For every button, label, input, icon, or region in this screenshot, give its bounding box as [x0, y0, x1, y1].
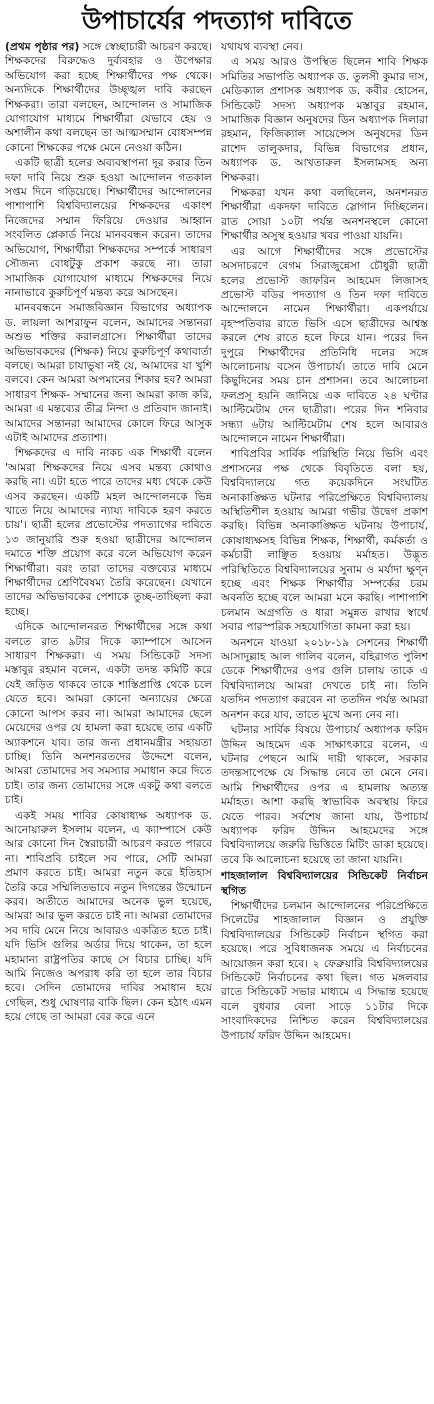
paragraph: [5, 301, 212, 445]
continuation-label: (প্রথম পৃষ্ঠার পর): [5, 40, 80, 53]
paragraph: [5, 40, 212, 155]
paragraph-text: মানববন্ধনে সমাজবিজ্ঞান বিভাগের অধ্যাপক ড. লায়লা আশরাফুন বলেন, আমাদের সন্তানরা অশুভ শক্তির করালগ্রাসে। শিক্ষার্থীরা তাদের অভিভাবকদের (শিক্ষক) নিয়ে কুরুচিপূর্ণ কথাবার্তা বলছে। আমরা চাযাভুষা নই যে, আমাদের যা খুশি বলবে। কেন আমরা অপমানের শিকার হব? আমরা সাধারণ শিক্ষক- সম্মানের জন্য আমরা কাজ করি, আমরা এ মন্তব্যের তীব্র নিন্দা ও প্রতিবাদ জানাই। আমাদের সন্তানরা আমাদের কোলে ফিরে আসুক এটাই আমাদের প্রত্যাশা।: [5, 301, 212, 444]
paragraph-text: এদিকে আন্দোলনরত শিক্ষার্থীদের সঙ্গে কথা বলতে রাত ৯টার দিকে ক্যাম্পাসে আসেন সাধারণ শিক্ষকরা। এ সময় সিন্ডিকেট সদস্য মস্তাবুর রহমান বলেন, একটা তদন্ত কমিটি করে যেই জড়িত থাকবে তাকে শাস্তিপ্রাপ্তি থেকে চলে যেতে হবে। আমরা কোনো অন্যায়ের ক্ষেত্রে কোনো আপস করব না। আমরা আমাদের ছেলে মেয়েদের ওপর যে হামলা করা হয়েছে তার একটি অ্যাকশনে যাব। তার জন্য প্রধানমন্ত্রীর সহায়তা চাচ্ছি। তিনি অনশনরতদের উদ্দেশে বলেন, আমরা তোমাদের সব সমস্যার সমাধান করে দিতে চাই। তার জন্য তোমাদের সঙ্গে একটু কথা বলতে চাই।: [5, 620, 212, 807]
paragraph: [221, 186, 428, 244]
left-column: [5, 40, 212, 1402]
paragraph: [221, 40, 428, 54]
paragraph-text: শিক্ষকরা যখন কথা বলছিলেন, অনশনরত শিক্ষার্থীরা একদফা দাবিতে স্লোগান দিচ্ছিলেন। রাত সোয়া ১০টা পর্যন্ত অনশনস্থলে কোনো শিক্ষার্থীর অসুস্থ হওয়ার খবর পাওয়া যায়নি।: [221, 186, 428, 243]
paragraph-text: একই সময় শাবির কোষাধ্যক্ষ অধ্যাপক ড. আনোয়ারুল ইসলাম বলেন, এ ক্যাম্পাসে কেউ আর কোনো দিন স্বৈরাচারী আচরণ করতে পারবে না। শাবিপ্রবি চাইলে সব পারে, সেটি আমরা প্রমাণ করতে চাই। আমরা নতুন করে ইতিহাস তৈরি করে সম্মিলিতভাবে নতুন দিগন্তের উন্মোচন করব। অতীতে আমাদের অনেক ভুল হয়েছে, আমরা আর ভুল করতে চাই না। আমরা তোমাদের সব দাবি মেনে নিয়ে আবারও একত্রিত হতে চাই। যদি ভিসি গুলির অর্ডার দিয়ে থাকেন, তা হলে মহামান্য রাষ্ট্রপতির কাছে সে বিচার চাচ্ছি। যদি আমি নিজেও অপরাধ করি তা হলে তার বিচার হবে। সেদিন তোমাদের দাবির সমাধান হয়ে গেছিল, শুধু ঘোষণার বাকি ছিল। কেন হঠাৎ এমন হয়ে গেছে তা আমরা বের করে এনে: [5, 808, 212, 1024]
paragraph-text: সঙ্গে স্বেচ্ছাচারী আচরণ করছে। শিক্ষকদের বিরুদ্ধেও দুর্ব্যবহার ও উপেক্ষার অভিযোগ করা হচ্ছে শিক্ষার্থীদের পক্ষ থেকে। অন্যদিকে শিক্ষার্থীদের উচ্ছৃঙ্খল দাবি করছেন শিক্ষকরা। তারা বলছেন, আন্দোলন ও সামাজিক যোগাযোগ মাধ্যমে শিক্ষার্থীরা যেভাবে হেয় ও অশালীন কথা বলছেন তা আত্মসম্মান বোধসম্পন্ন কোনো শিক্ষকের পক্ষে মেনে নেওয়া কঠিন।: [5, 40, 212, 154]
paragraph: [221, 636, 428, 722]
paragraph-text: এর আগে শিক্ষার্থীদের সঙ্গে প্রভোস্টের অসদাচরণে বেগম সিরাজুন্নেসা চৌধুরী ছাত্রী হলের প্রভোস্ট জাফরিন আহমেদ লিজাসহ প্রভোস্ট বডির পদত্যাগ ও তিন দফা দাবিতে আন্দোলনে নামেন শিক্ষার্থীরা। একপর্যায়ে বৃহস্পতিবার রাতে ভিসি এসে ছাত্রীদের আশ্বস্ত করলে শেষ রাতে হলে ফিরে যান। পরের দিন দুপুরে শিক্ষার্থীদের প্রতিনিধি দলের সঙ্গে আলোচনায় বসেন উপাচার্য। তাতে দাবি মেনে কিছুদিনের সময় চান প্রশাসন। তবে আলোচনা ফলপ্রসূ হয়নি জানিয়ে এক দাবিতে ২৪ ঘণ্টার আল্টিমেটাম দেন ছাত্রীরা। পরের দিন শনিবার সন্ধ্যা ৬টায় আল্টিমেটাম শেষ হলে আবারও আন্দোলনে নামেন শিক্ষার্থীরা।: [221, 244, 428, 445]
headline: উপাচার্যের পদত্যাগ দাবিতে: [81, 6, 353, 35]
paragraph-text: ঘটনার সার্বিক বিষয়ে উপাচার্য অধ্যাপক ফরিদ উদ্দিন আহমেদ এক সাক্ষাৎকারে বলেন, এ ঘটনার পেছনে আমি দায়ী থাকলে, সরকার তদন্তসাপেক্ষে যে সিদ্ধান্ত নেবে তা মেনে নেব। আমি শিক্ষার্থীদের ওপর এ হামলায় অত্যন্ত মর্মাহত। আশা করছি স্বাভাবিক অবস্থায় ফিরে যেতে পারব। সর্বশেষ জানা যায়, উপাচার্য অধ্যাপক ফরিদ উদ্দিন আহমেদের সঙ্গে বিশ্ববিদ্যালয়ে জরুরি ভিত্তিতে মিটিং ডাকা হয়েছে। তবে কি আলোচনা হয়েছে তা জানা যায়নি।: [221, 723, 428, 866]
paragraph-text: যথাযথ ব্যবস্থা নেব।: [221, 40, 303, 53]
paragraph: [5, 446, 212, 619]
paragraph-text: শিক্ষকদের এ দাবি নাকচ এক শিক্ষার্থী বলেন 'আমরা শিক্ষকদের নিয়ে এসব মন্তব্য কোথাও করছি না। এটা হতে পারে তাদের মধ্য থেকে কেউ এসব করছেন। একটি মহল আন্দোলনকে ভিন্ন খাতে নিয়ে আমাদের ন্যায্য দাবিকে হরণ করতে চায়'। ছাত্রী হলের প্রভোস্টের পদত্যাগের দাবিতে ১৩ জানুয়ারি শুরু হওয়া ছাত্রীদের আন্দোলন দমাতে শক্তি প্রয়োগ করে বলে অভিযোগ করেন শিক্ষার্থীরা। বরং তারা তাদের বক্তব্যের মাধ্যমে শিক্ষার্থীদের শ্রেণিবৈষম্য তৈরি করেছেন। যেখানে তাদের অভিভাবকের পেশাকে তুচ্ছ-তাচ্ছিল্য করা হচ্ছে।: [5, 446, 212, 618]
paragraph-text: একটি ছাত্রী হলের অব্যবস্থাপনা দূর করার তিন দফা দাবি নিয়ে শুরু হওয়া আন্দোলন গতকাল সপ্তম দিনে গড়িয়েছে। শিক্ষার্থীদের আন্দোলনের পাশাপাশি বিশ্ববিদ্যালয়ের শিক্ষকদের একাংশ নিজেদের সম্মান ফিরিয়ে দেওয়ার আহ্বান সংবলিত প্লেকার্ড নিয়ে মানববন্ধন করেন। তাদের অভিযোগ, শিক্ষার্থীরা শিক্ষকদের সম্পর্কে সাধারণ সৌজন্য বোধটুকু প্রকাশ করছে না। তারা সামাজিক যোগাযোগ মাধ্যমে শিক্ষকদের নিয়ে নানাভাবে কুরুচিপূর্ণ মন্তব্য করে আসছেন।: [5, 156, 212, 299]
paragraph-text: শাবিপ্রবির সার্বিক পরিস্থিতি নিয়ে ভিসি এবং প্রশাসনের পক্ষ থেকে বিবৃতিতে বলা হয়, বিশ্ববিদ্যালয়ে গত কয়েকদিনে সংঘটিত অনাকাঙ্ক্ষিত ঘটনার পরিপ্রেক্ষিতে বিশ্ববিদ্যালয় অস্থিতিশীল হওয়ায় আমরা গভীর উদ্বেগ প্রকাশ করছি। বিভিন্ন অনাকাঙ্ক্ষিত ঘটনায় উপাচার্য, কোষাধ্যক্ষসহ বিভিন্ন শিক্ষক, শিক্ষার্থী, কর্মকর্তা ও কর্মচারী লাঞ্ছিত হওয়ায় মর্মাহত। উদ্ভূত পরিস্থিতিতে বিশ্ববিদ্যালয়ের সুনাম ও মর্যাদা ক্ষুণ্ন হচ্ছে এবং শিক্ষক শিক্ষার্থীর সম্পর্কের চরম অবনতি হচ্ছে বলে আমরা মনে করছি। পাশাপাশি চলমান অগ্রগতি ও ধারা সমুন্নত রাখার স্বার্থে সবার পারস্পরিক সহযোগিতা কামনা করা হয়।: [221, 447, 428, 634]
paragraph-text: এ সময় আরও উপস্থিত ছিলেন শাবি শিক্ষক সমিতির সভাপতি অধ্যাপক ড. তুলসী কুমার দাস, মেডিক্যাল প্রশাসক অধ্যাপক ড. কবীর হোসেন, সিন্ডিকেট সদস্য অধ্যাপক মস্তাবুর রহমান, সামাজিক বিজ্ঞান অনুষদের ডিন অধ্যাপক দিলারা রহমান, ফিজিক্যাল সায়েন্সেস অনুষদের ডিন রাশেদ তালুকদার, বিভিন্ন বিভাগের প্রধান, অধ্যাপক ড. আখতারুল ইসলামসহ অন্য শিক্ষকরা।: [221, 55, 428, 184]
paragraph: [5, 156, 212, 300]
right-column: [221, 40, 428, 1402]
paragraph: [221, 245, 428, 447]
paragraph-text: শিক্ষার্থীদের চলমান আন্দোলনের পরিপ্রেক্ষিতে সিলেটের শাহজালাল বিজ্ঞান ও প্রযুক্তি বিশ্ববিদ্যালয়ের সিন্ডিকেট নির্বাচন স্থগিত করা হয়েছে। পরে সুবিধাজনক সময়ে এ নির্বাচনের আয়োজন করা হবে। ২ ফেব্রুয়ারি বিশ্ববিদ্যালয়ের সিন্ডিকেট নির্বাচনের কথা ছিল। গত মঙ্গলবার রাতে সিন্ডিকেট সভার মাধ্যমে এ সিদ্ধান্ত হয়েছে বলে বুধবার বেলা সাড়ে ১১টার দিকে সাংবাদিকদের নিশ্চিত করেন বিশ্ববিদ্যালয়ের উপাচার্য ফরিদ উদ্দিন আহমেদ।: [221, 898, 428, 1042]
paragraph: [221, 899, 428, 1043]
paragraph: [221, 723, 428, 867]
sub-headline: শাহজালাল বিশ্ববিদ্যালয়ের সিন্ডিকেট নির্বাচন স্থগিত: [221, 869, 428, 897]
paragraph: [221, 55, 428, 185]
article-body: [5, 40, 429, 1402]
paragraph: [5, 809, 212, 1025]
paragraph-text: অনশনে যাওয়া ২০১৮-১৯ সেশনের শিক্ষার্থী আসাদুল্লাহ আল গালিব বলেন, বহিরাগত পুলিশ ডেকে শিক্ষার্থীদের ওপর গুলি চালায় তাকে এ বিশ্ববিদ্যালয়ে আমরা দেখতে চাই না। তিনি যতদিন পদত্যাগ করবেন না ততদিন পর্যন্ত আমরা অনশন করে যাব, তাতে মুখে অন্য নেব না।: [221, 635, 428, 721]
paragraph: [5, 620, 212, 807]
paragraph: [221, 447, 428, 634]
